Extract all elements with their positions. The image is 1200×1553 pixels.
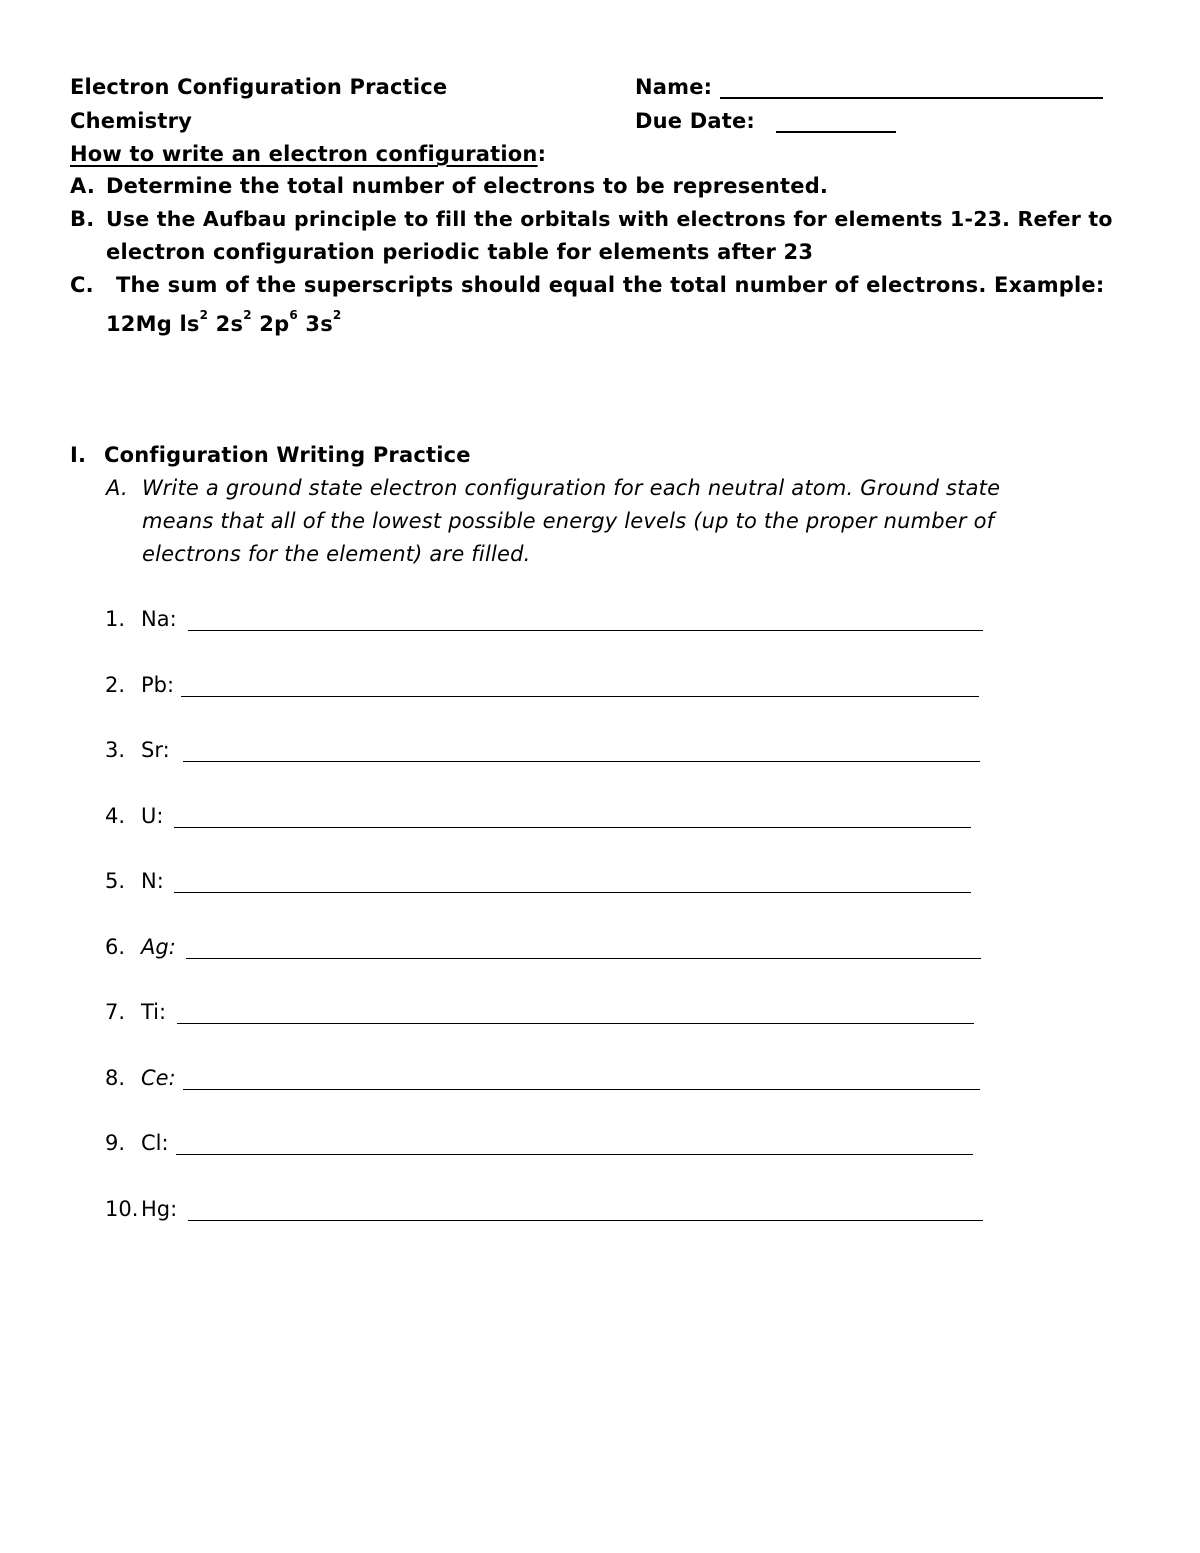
name-field[interactable] [720, 97, 1103, 99]
due-date-label: Due Date: [635, 109, 756, 133]
instruction-line1: Write a ground state electron configuration for each neutral atom. Ground state [142, 476, 1001, 500]
answer-line[interactable] [188, 630, 983, 631]
section-title: Configuration Writing Practice [104, 443, 471, 467]
section-numeral: I. [70, 443, 87, 467]
item-element-label: Ti: [141, 1000, 167, 1024]
howto-heading-colon: : [537, 142, 547, 166]
item-number: 3. [105, 738, 126, 762]
item-number: 9. [105, 1131, 126, 1155]
answer-line[interactable] [174, 892, 971, 893]
item-element-label: Pb: [141, 673, 175, 697]
item-element-label: Ag: [141, 935, 176, 959]
step-b-letter: B. [70, 207, 95, 231]
instruction-line2: means that all of the lowest possible energy levels (up to the proper number of [142, 509, 995, 533]
item-number: 4. [105, 804, 126, 828]
example-orbital: $3s^2$ [305, 308, 342, 336]
howto-heading [70, 142, 546, 166]
answer-line[interactable] [181, 696, 979, 697]
answer-line[interactable] [188, 1220, 983, 1221]
answer-line[interactable] [176, 1154, 973, 1155]
item-number: 8. [105, 1066, 126, 1090]
example-orbital: $2s^2$ [215, 308, 252, 336]
item-element-label: Na: [141, 607, 177, 631]
answer-line[interactable] [183, 1089, 980, 1090]
example-orbital: $2p^6$ [259, 308, 298, 336]
section-sub-letter: A. [106, 476, 128, 500]
step-c-text: The sum of the superscripts should equal the total number of electrons. Example: [116, 273, 1105, 297]
item-number: 7. [105, 1000, 126, 1024]
step-a-letter: A. [70, 174, 96, 198]
item-number: 10. [105, 1197, 139, 1221]
example-config [106, 308, 342, 336]
item-element-label: Sr: [141, 738, 170, 762]
answer-line[interactable] [177, 1023, 974, 1024]
worksheet-title: Electron Configuration Practice [70, 75, 448, 99]
answer-line[interactable] [186, 958, 981, 959]
item-element-label: U: [141, 804, 164, 828]
item-element-label: N: [141, 869, 164, 893]
item-number: 1. [105, 607, 126, 631]
howto-heading-text: How to write an electron configuration [70, 142, 538, 166]
answer-line[interactable] [183, 761, 980, 762]
step-b-text-line1: Use the Aufbau principle to fill the orbitals with electrons for elements 1-23. Refer to [106, 207, 1113, 231]
due-date-field[interactable] [776, 131, 896, 133]
subject-label: Chemistry [70, 109, 193, 133]
example-element: 12Mg [106, 312, 172, 336]
item-element-label: Cl: [141, 1131, 169, 1155]
step-c-letter: C. [70, 273, 94, 297]
item-element-label: Ce: [141, 1066, 176, 1090]
item-element-label: Hg: [141, 1197, 178, 1221]
step-a-text: Determine the total number of electrons to be represented. [106, 174, 829, 198]
example-orbital: $ls^2$ [179, 308, 209, 336]
step-b-text-line2: electron configuration periodic table for elements after 23 [106, 240, 814, 264]
name-label: Name: [635, 75, 713, 99]
item-number: 2. [105, 673, 126, 697]
item-number: 6. [105, 935, 126, 959]
item-number: 5. [105, 869, 126, 893]
answer-line[interactable] [174, 827, 971, 828]
instruction-line3: electrons for the element) are filled. [142, 542, 531, 566]
